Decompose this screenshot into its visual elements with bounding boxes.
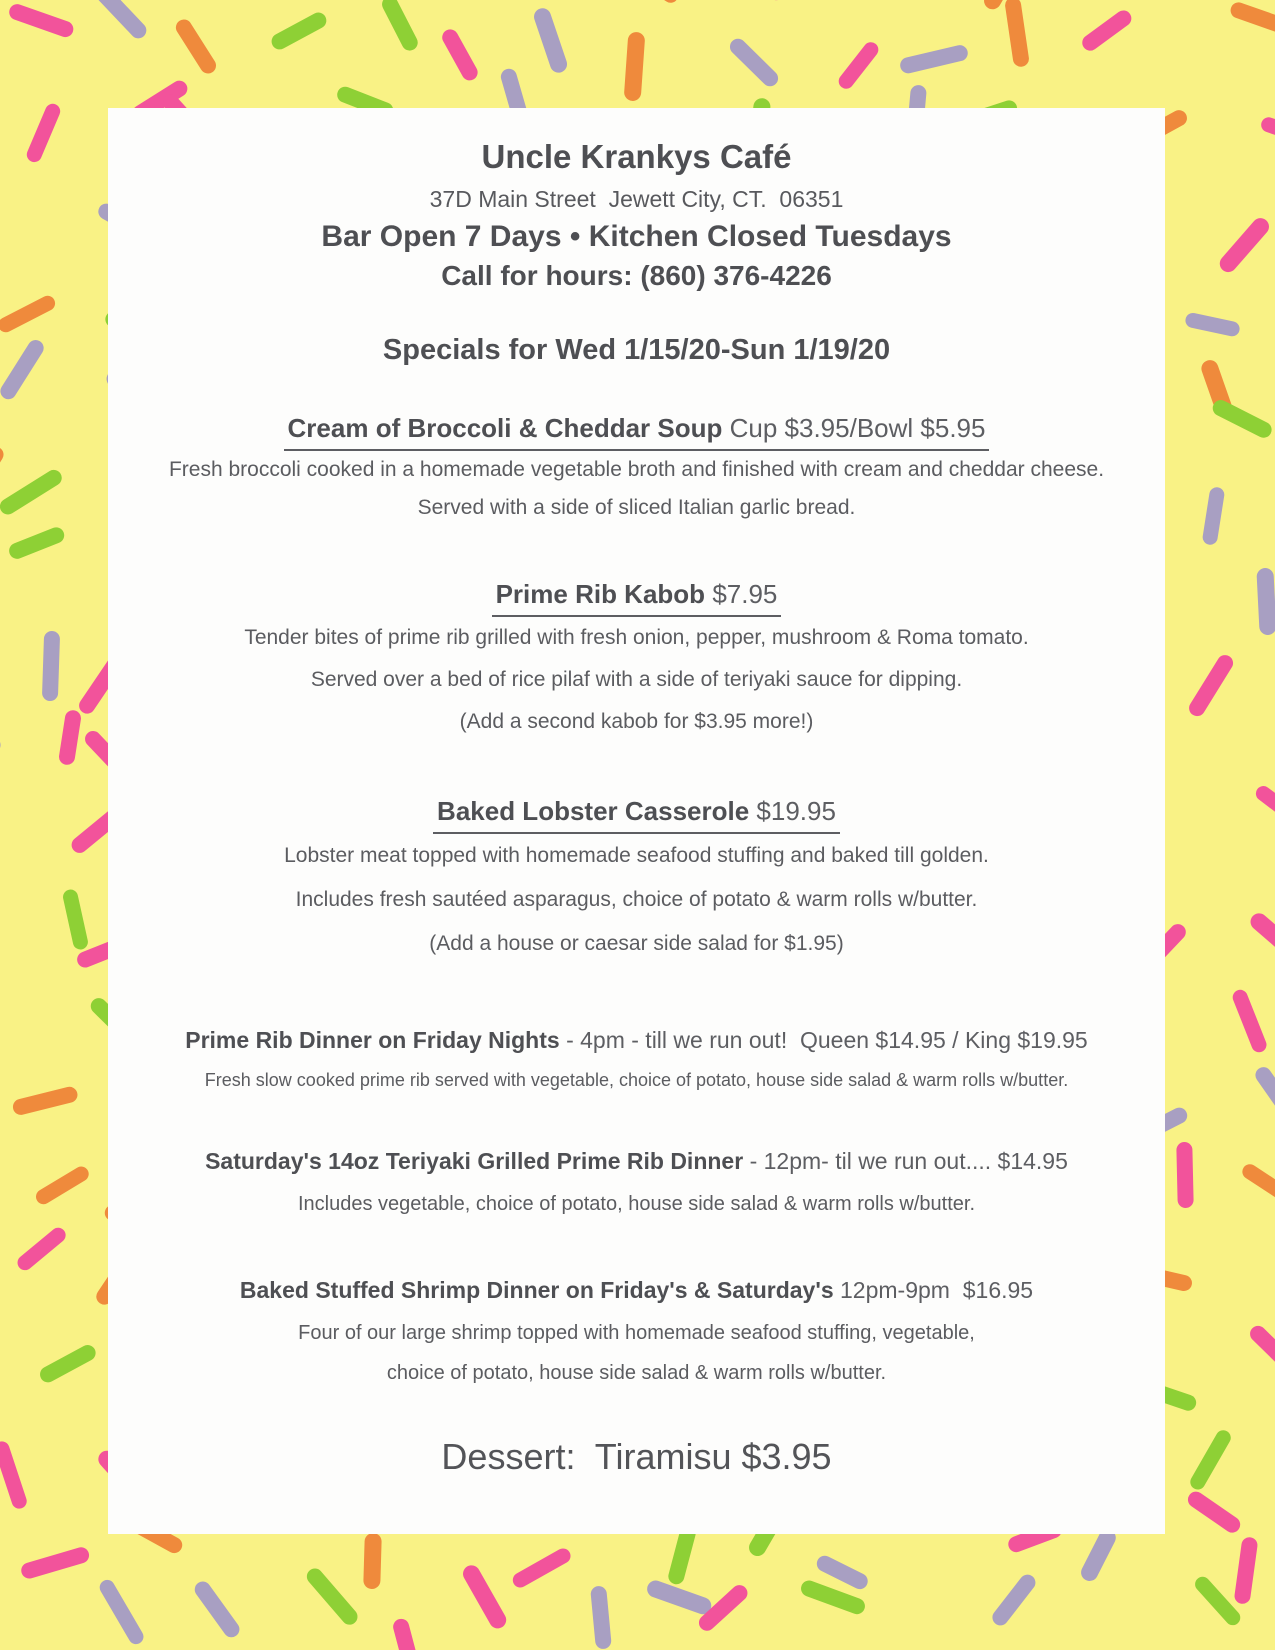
sprinkle [58, 709, 82, 766]
sprinkle [363, 1532, 382, 1589]
sprinkle [1078, 1526, 1118, 1583]
item-name: Prime Rib Kabob [495, 579, 706, 609]
dessert-line: Dessert: Tiramisu $3.95 [441, 1436, 832, 1477]
item-price: 12pm-9pm $16.95 [840, 1277, 1034, 1303]
sprinkle [899, 44, 970, 76]
item-description: choice of potato, house side salad & warm rolls w/butter. [386, 1362, 887, 1384]
sprinkle [626, 0, 681, 6]
item-heading [108, 572, 1165, 617]
sprinkle [439, 27, 480, 84]
sprinkle [33, 1164, 91, 1207]
sprinkle [0, 1439, 29, 1510]
sprinkle [173, 16, 219, 76]
sprinkle [1247, 909, 1275, 968]
item-name: Baked Lobster Casserole [437, 796, 750, 826]
item-price: $7.95 [712, 579, 778, 609]
sprinkle [7, 2, 75, 40]
sprinkle [20, 1545, 92, 1580]
sprinkle [624, 32, 646, 102]
sprinkle [1230, 988, 1268, 1055]
menu-item-broccoli-soup [108, 406, 1165, 527]
sprinkle [1004, 0, 1030, 68]
item-name: Baked Stuffed Shrimp Dinner on Friday's & Saturday's [239, 1277, 834, 1303]
sprinkle [720, 0, 788, 3]
sprinkle [644, 1579, 713, 1617]
sprinkle [14, 1225, 68, 1274]
sprinkle [0, 443, 6, 506]
item-description: Fresh slow cooked prime rib served with vegetable, choice of potato, house side salad & warm rolls w/butter. [204, 1070, 1069, 1090]
item-name: Cream of Broccoli & Cheddar Soup [287, 413, 723, 443]
sprinkle [0, 733, 4, 793]
item-description: Includes vegetable, choice of potato, house side salad & warm rolls w/butter. [297, 1193, 976, 1215]
sprinkle [88, 0, 149, 42]
sprinkle [1176, 1141, 1193, 1207]
item-price: - 12pm- til we run out.... $14.95 [749, 1148, 1068, 1174]
sprinkle [1184, 311, 1241, 337]
restaurant-address: 37D Main Street Jewett City, CT. 06351 [429, 186, 844, 212]
item-heading [108, 1268, 1165, 1312]
sprinkle [510, 1546, 573, 1591]
sprinkle [25, 102, 63, 165]
sprinkle [303, 1565, 360, 1628]
restaurant-name: Uncle Krankys Café [481, 138, 792, 175]
sprinkle [0, 293, 58, 335]
item-description: Lobster meat topped with homemade seafood stuffing and baked till golden. [284, 844, 989, 867]
item-description: Served with a side of sliced Italian garlic bread. [417, 496, 856, 519]
item-description: Includes fresh sautéed asparagus, choice of potato & warm rolls w/butter. [295, 888, 978, 911]
item-heading [108, 1139, 1165, 1183]
menu-item-friday-prime-rib [108, 1018, 1165, 1098]
sprinkle [1185, 652, 1235, 719]
sprinkle [590, 1585, 612, 1649]
item-description: Fresh broccoli cooked in a homemade vegetable broth and finished with cream and cheddar cheese. [168, 458, 1105, 481]
item-name: Prime Rib Dinner on Friday Nights [185, 1027, 560, 1053]
sprinkle [269, 10, 329, 52]
item-name: Saturday's 14oz Teriyaki Grilled Prime Rib Dinner [205, 1148, 744, 1174]
sprinkle [1217, 215, 1273, 275]
sprinkle [391, 1617, 424, 1650]
sprinkle [380, 0, 421, 54]
sprinkle [42, 631, 60, 702]
sprinkle [97, 1577, 146, 1647]
item-description: Four of our large shrimp topped with homemade seafood stuffing, vegetable, [298, 1322, 975, 1344]
item-description: (Add a house or caesar side salad for $1.95) [429, 932, 844, 955]
sprinkle [1187, 1427, 1233, 1492]
item-heading [108, 1018, 1165, 1062]
sprinkle [1252, 783, 1275, 828]
sprinkle [7, 525, 66, 561]
sprinkle [191, 1578, 242, 1640]
sprinkle [1184, 1488, 1243, 1535]
menu-item-stuffed-shrimp [108, 1268, 1165, 1392]
sprinkle [990, 1572, 1039, 1629]
menu-item-prime-rib-kabob [108, 572, 1165, 743]
sprinkle [727, 36, 782, 90]
sprinkle [0, 337, 46, 402]
item-description: (Add a second kabob for $3.95 more!) [459, 710, 814, 733]
sprinkle [459, 1562, 508, 1631]
specials-title: Specials for Wed 1/15/20-Sun 1/19/20 [382, 334, 891, 366]
menu-item-saturday-teriyaki [108, 1139, 1165, 1225]
sprinkle [836, 39, 882, 92]
item-price: $19.95 [756, 796, 836, 826]
sprinkle [62, 888, 90, 951]
sprinkle [1253, 1064, 1275, 1125]
sprinkle [1233, 1536, 1258, 1604]
item-heading [108, 406, 1165, 451]
sprinkle [12, 1085, 80, 1117]
sprinkle [1247, 1322, 1275, 1372]
item-description: Tender bites of prime rib grilled with fresh onion, pepper, mushroom & Roma tomato. [244, 626, 1029, 649]
sprinkle [1256, 568, 1275, 636]
sprinkle [1201, 486, 1225, 545]
hours-line: Bar Open 7 Days • Kitchen Closed Tuesdays [321, 220, 952, 253]
sprinkle [37, 1342, 98, 1385]
sprinkle [531, 6, 568, 75]
phone-line: Call for hours: (860) 376-4226 [441, 260, 832, 291]
item-price: Cup $3.95/Bowl $5.95 [729, 413, 986, 443]
menu-page [108, 108, 1165, 1534]
sprinkle [1210, 397, 1274, 440]
sprinkle [1228, 0, 1275, 35]
item-heading [108, 789, 1165, 834]
item-description: Served over a bed of rice pilaf with a side of teriyaki sauce for dipping. [310, 668, 963, 691]
sprinkle [1259, 115, 1275, 148]
menu-item-lobster-casserole [108, 789, 1165, 966]
sprinkle [0, 467, 65, 517]
sprinkle [1239, 1161, 1275, 1204]
sprinkle [1079, 7, 1134, 53]
item-price: - 4pm - till we run out! Queen $14.95 / King $19.95 [566, 1027, 1088, 1053]
